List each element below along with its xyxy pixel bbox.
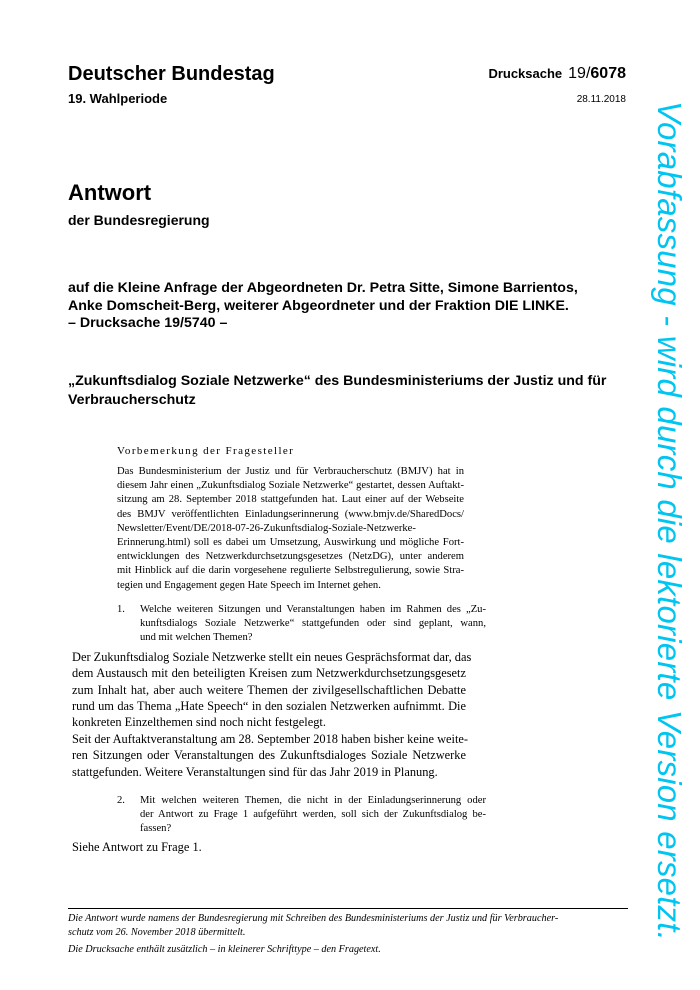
question-line: kunftsdialogs Soziale Netzwerke“ stattgefunden oder sind geplant, wann, xyxy=(140,618,486,630)
answer-line: zum Inhalt hat, aber auch weitere Themen der zivilgesellschaftlichen Debatte xyxy=(72,682,466,697)
watermark-text: Vorabfassung - wird durch die lektorierte Version ersetzt. xyxy=(651,101,688,942)
document-subtitle: der Bundesregierung xyxy=(68,212,210,228)
question-line: fassen? xyxy=(140,823,172,835)
answer-1-paragraph-1 xyxy=(72,649,472,730)
parliament-name: Deutscher Bundestag xyxy=(68,63,275,85)
document-number-label: Drucksache xyxy=(488,66,563,81)
footer-note xyxy=(68,912,628,957)
answer-2 xyxy=(72,839,466,855)
preliminary-line: diesem Jahr einen „Zukunftsdialog Soziale Netzwerke“ gestartet, dessen Auftakt- xyxy=(117,480,464,492)
inquiry-reference xyxy=(68,280,613,333)
topic-line: Verbraucherschutz xyxy=(68,392,196,408)
answer-line: stattgefunden. Weitere Veranstaltungen sind für das Jahr 2019 in Planung. xyxy=(72,764,438,779)
preliminary-line: Erinnerung.html) soll es dabei um Umsetzung, Auswirkung und mögliche Fort- xyxy=(117,537,464,549)
question-line: und mit welchen Themen? xyxy=(140,632,253,644)
question-1 xyxy=(117,603,487,648)
document-title: Antwort xyxy=(68,180,152,205)
preliminary-line: entwicklungen des Netzwerkdurchsetzungsgesetzes (NetzDG), unter anderem xyxy=(117,551,464,563)
preliminary-line: tegien und Engagement gegen Hate Speech im Internet gehen. xyxy=(117,579,381,591)
preliminary-line: Das Bundesministerium der Justiz und für Verbraucherschutz (BMJV) hat in xyxy=(117,466,464,477)
inquiry-line: auf die Kleine Anfrage der Abgeordneten Dr. Petra Sitte, Simone Barrientos, xyxy=(68,280,578,296)
document-number-value: 6078 xyxy=(590,65,626,82)
footer-line: Die Antwort wurde namens der Bundesregierung mit Schreiben des Bundesministeriums der Justiz und für Verbraucher- xyxy=(68,913,559,924)
preliminary-line: mit Hinblick auf die darin vorgesehene regulierte Selbstregulierung, sowie Stra- xyxy=(117,565,464,577)
footer-line: Die Drucksache enthält zusätzlich – in kleinerer Schrifttype – den Fragetext. xyxy=(68,944,381,955)
document-date: 28.11.2018 xyxy=(576,94,626,105)
inquiry-line: – Drucksache 19/5740 – xyxy=(68,315,228,331)
document-number xyxy=(488,65,626,83)
preliminary-line: des BMJV veröffentlichten Einladungserinnerung (www.bmjv.de/SharedDocs/ xyxy=(117,508,464,520)
question-number: 1. xyxy=(117,604,125,615)
preliminary-remark-text xyxy=(117,465,464,593)
answer-line: dem Austausch mit den beteiligten Kreisen zum Netzwerkdurchsetzungsgesetz xyxy=(72,666,466,681)
preliminary-line: Newsletter/Event/DE/2018-07-26-Zukunftsdialog-Soziale-Netzwerke- xyxy=(117,522,416,534)
footer-divider xyxy=(68,908,628,909)
question-line: Mit welchen weiteren Themen, die nicht in der Einladungserinnerung oder xyxy=(140,795,486,806)
question-2 xyxy=(117,794,487,839)
question-text xyxy=(140,794,486,837)
answer-line: Seit der Auftaktveranstaltung am 28. September 2018 haben bisher keine weite- xyxy=(72,732,469,746)
question-line: der Antwort zu Frage 1 aufgeführt werden, soll sich der Zukunftsdialog be- xyxy=(140,809,486,821)
question-line: Welche weiteren Sitzungen und Veranstaltungen haben im Rahmen des „Zu- xyxy=(140,604,486,615)
question-number: 2. xyxy=(117,795,125,806)
answer-line: rund um das Thema „Hate Speech“ in den sozialen Netzwerken aufnimmt. Die xyxy=(72,698,466,713)
preliminary-version-watermark xyxy=(648,95,690,942)
answer-line: konkreten Einzelthemen sind noch nicht festgelegt. xyxy=(72,715,326,730)
answer-line: Siehe Antwort zu Frage 1. xyxy=(72,840,202,854)
document-number-prefix: 19/ xyxy=(568,65,591,82)
preliminary-remark-heading: Vorbemerkung der Fragesteller xyxy=(117,445,295,457)
answer-1-paragraph-2 xyxy=(72,731,469,780)
answer-line: Der Zukunftsdialog Soziale Netzwerke stellt ein neues Gesprächsformat dar, das xyxy=(72,650,472,664)
footer-line: schutz vom 26. November 2018 übermittelt. xyxy=(68,926,246,938)
inquiry-topic xyxy=(68,372,628,410)
question-text xyxy=(140,603,486,646)
preliminary-line: sitzung am 28. September 2018 stattgefunden hat. Laut einer auf der Webseite xyxy=(117,494,464,506)
electoral-period: 19. Wahlperiode xyxy=(68,91,168,106)
answer-line: ren Sitzungen oder Veranstaltungen des Zukunftsdialoges Soziale Netzwerke xyxy=(72,748,466,763)
topic-line: „Zukunftsdialog Soziale Netzwerke“ des Bundesministeriums der Justiz und für xyxy=(68,373,607,389)
inquiry-line: Anke Domscheit-Berg, weiterer Abgeordneter und der Fraktion DIE LINKE. xyxy=(68,297,569,314)
